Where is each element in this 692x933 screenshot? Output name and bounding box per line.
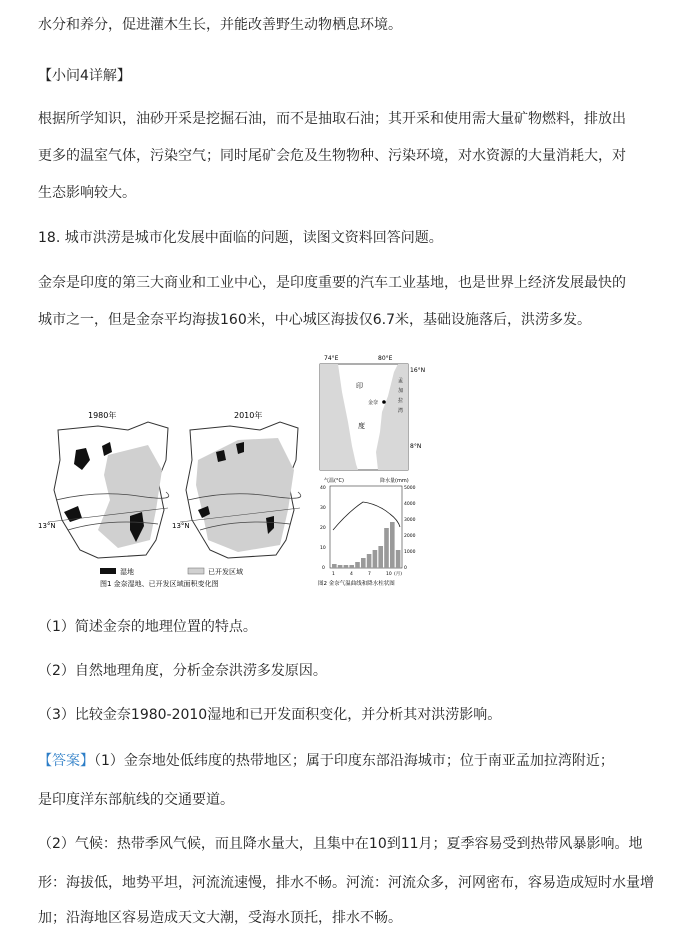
precip-bar bbox=[367, 554, 372, 568]
subquestion-2: （2）自然地理角度，分析金奈洪涝多发原因。 bbox=[38, 663, 327, 679]
prev-explanation-line-3: 生态影响较大。 bbox=[38, 185, 136, 201]
svg-text:4: 4 bbox=[350, 572, 353, 577]
question-intro-line-1: 金奈是印度的第三大商业和工业中心，是印度重要的汽车工业基地，也是世界上经济发展最快的 bbox=[38, 275, 626, 291]
figure1-caption: 图1 金奈湿地、已开发区域面积变化图 bbox=[100, 580, 219, 588]
svg-text:30: 30 bbox=[320, 506, 326, 511]
svg-text:5000: 5000 bbox=[404, 486, 416, 491]
answer-1-part-1: （1）金奈地处低纬度的热带地区；属于印度东部沿海城市；位于南亚孟加拉湾附近； bbox=[94, 753, 614, 769]
legend-wetland-label: 湿地 bbox=[120, 568, 134, 576]
land-label-1: 印 bbox=[356, 382, 363, 390]
prev-explanation-line-2: 更多的温室气体，污染空气；同时尾矿会危及生物物种、污染环境，对水资源的大量消耗大，对 bbox=[38, 148, 626, 164]
svg-text:4000: 4000 bbox=[404, 502, 416, 507]
precip-bar bbox=[355, 562, 360, 568]
map-2010-year-label: 2010年 bbox=[234, 411, 263, 420]
prev-subquestion-heading: 【小问4详解】 bbox=[38, 68, 131, 84]
legend-developed-swatch bbox=[188, 568, 204, 574]
precip-bar bbox=[344, 565, 349, 568]
map-2010-developed-area bbox=[196, 438, 294, 552]
map-1980-lat-label: 13°N bbox=[38, 522, 56, 530]
answer-2-line-1: （2）气候：热带季风气候，而且降水量大，且集中在10到11月；夏季容易受到热带风暴影响。地 bbox=[38, 836, 643, 852]
svg-text:2000: 2000 bbox=[404, 534, 416, 539]
answer-2-line-3: 加；沿海地区容易造成天文大潮，受海水顶托，排水不畅。 bbox=[38, 910, 402, 926]
lon-left-label: 74°E bbox=[324, 355, 339, 362]
answer-2-line-2: 形：海拔低，地势平坦，河流流速慢，排水不畅。河流：河流众多，河网密布，容易造成短时水量增 bbox=[38, 875, 654, 891]
lon-right-label: 80°E bbox=[378, 355, 393, 362]
precip-bar bbox=[361, 558, 366, 568]
svg-text:(月): (月) bbox=[394, 572, 403, 577]
lat-top-label: 16°N bbox=[410, 367, 426, 374]
map-1980-year-label: 1980年 bbox=[88, 411, 117, 420]
answer-1-part-2: 是印度洋东部航线的交通要道。 bbox=[38, 792, 234, 808]
precip-bar bbox=[373, 550, 378, 568]
map-2010 bbox=[172, 410, 301, 558]
answer-tag: 【答案】 bbox=[38, 753, 94, 769]
subquestion-3: （3）比较金奈1980-2010湿地和已开发面积变化，并分析其对洪涝影响。 bbox=[38, 707, 502, 723]
chennai-label: 金奈 bbox=[368, 400, 379, 406]
chennai-marker bbox=[382, 400, 386, 404]
svg-text:1: 1 bbox=[332, 572, 335, 577]
prev-answer-line: 水分和养分，促进灌木生长，并能改善野生动物栖息环境。 bbox=[38, 17, 402, 33]
prev-explanation-line-1: 根据所学知识，油砂开采是挖掘石油，而不是抽取石油；其开采和使用需大量矿物燃料，排放出 bbox=[38, 111, 626, 127]
svg-text:40: 40 bbox=[320, 486, 326, 491]
legend-wetland-swatch bbox=[100, 568, 116, 574]
temp-ticks bbox=[320, 485, 326, 571]
svg-text:湾: 湾 bbox=[398, 408, 404, 414]
svg-text:0: 0 bbox=[404, 566, 407, 571]
precip-bar bbox=[332, 564, 337, 568]
svg-text:0: 0 bbox=[322, 566, 325, 571]
climate-chart bbox=[318, 477, 416, 587]
svg-text:7: 7 bbox=[368, 572, 371, 577]
svg-text:10: 10 bbox=[320, 546, 326, 551]
precip-ticks bbox=[404, 485, 416, 571]
figure1-maps bbox=[38, 400, 302, 590]
svg-text:20: 20 bbox=[320, 526, 326, 531]
precip-bar bbox=[378, 546, 383, 568]
svg-text:10: 10 bbox=[386, 572, 392, 577]
precip-axis-title: 降水量(mm) bbox=[380, 478, 409, 484]
svg-text:3000: 3000 bbox=[404, 518, 416, 523]
figure2 bbox=[318, 352, 428, 588]
precip-bar bbox=[396, 550, 401, 568]
question-title: 18. 城市洪涝是城市化发展中面临的问题，读图文资料回答问题。 bbox=[38, 230, 443, 246]
precip-bar bbox=[390, 522, 395, 568]
svg-text:拉: 拉 bbox=[398, 398, 404, 404]
question-intro-line-2: 城市之一，但是金奈平均海拔160米，中心城区海拔仅6.7米，基础设施落后，洪涝多发。 bbox=[38, 312, 591, 328]
map-2010-lat-label: 13°N bbox=[172, 522, 190, 530]
svg-text:孟: 孟 bbox=[398, 378, 404, 384]
land-label-2: 度 bbox=[358, 422, 365, 430]
locator-map bbox=[320, 355, 425, 470]
legend-developed-label: 已开发区域 bbox=[208, 568, 243, 576]
svg-text:1000: 1000 bbox=[404, 550, 416, 555]
map-1980 bbox=[38, 410, 169, 558]
lat-bottom-label: 8°N bbox=[410, 443, 422, 450]
precip-bar bbox=[349, 565, 354, 568]
svg-text:加: 加 bbox=[398, 388, 404, 394]
figure2-caption: 图2 金奈气温曲线和降水柱状图 bbox=[318, 581, 395, 587]
temp-axis-title: 气温(°C) bbox=[324, 478, 344, 484]
precip-bar bbox=[338, 565, 343, 568]
subquestion-1: （1）简述金奈的地理位置的特点。 bbox=[38, 619, 257, 635]
answer-line-1 bbox=[38, 751, 614, 771]
precip-bar bbox=[384, 528, 389, 568]
month-ticks bbox=[332, 570, 402, 577]
